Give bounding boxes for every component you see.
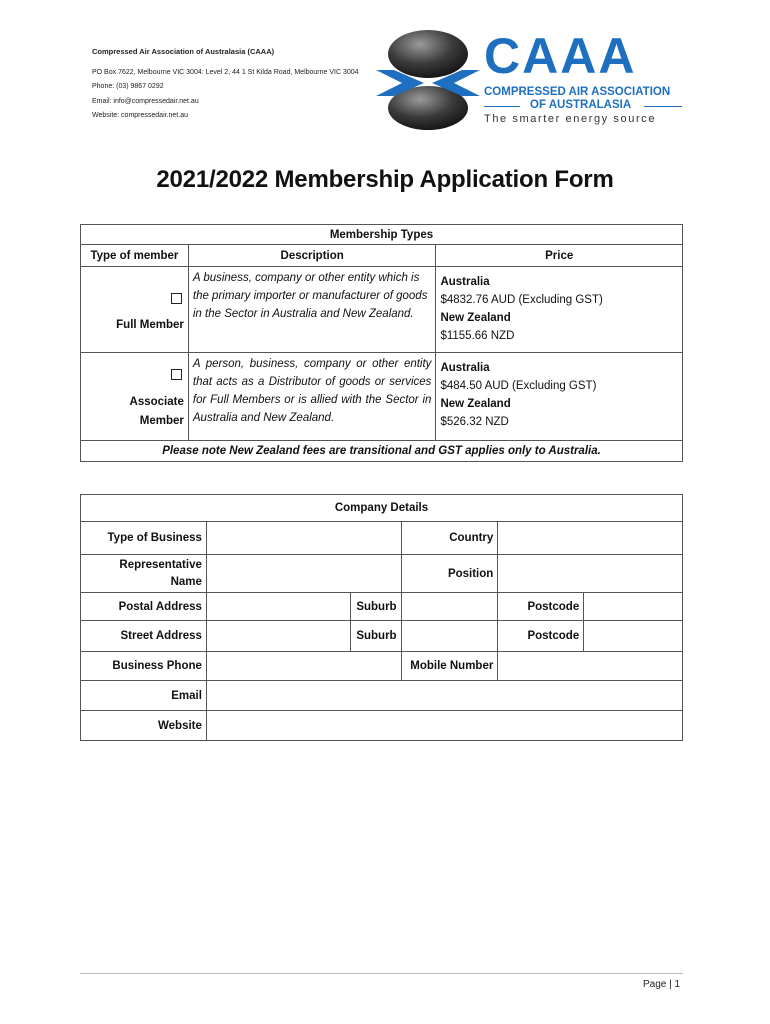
full-member-label: Full Member bbox=[116, 319, 184, 331]
postal-postcode-field[interactable] bbox=[584, 593, 683, 621]
representative-name-label bbox=[81, 555, 207, 593]
footer-rule bbox=[80, 973, 683, 974]
business-phone-label: Business Phone bbox=[81, 652, 207, 681]
assoc-nz-label: New Zealand bbox=[440, 398, 511, 410]
logo-rule-left bbox=[484, 106, 520, 107]
caaa-logo-icon bbox=[372, 28, 484, 132]
col-desc-header: Description bbox=[188, 245, 436, 267]
position-field[interactable] bbox=[498, 555, 683, 593]
membership-types-table bbox=[80, 224, 683, 462]
mobile-number-field[interactable] bbox=[498, 652, 683, 681]
postal-suburb-label: Suburb bbox=[351, 593, 402, 621]
position-label: Position bbox=[402, 555, 498, 593]
assoc-au-label: Australia bbox=[440, 362, 490, 374]
full-member-cell bbox=[81, 267, 189, 353]
street-postcode-label: Postcode bbox=[498, 621, 584, 652]
full-member-description: A business, company or other entity which is the primary importer or manufacturer of goods in the Sector in Australia and New Zealand. bbox=[188, 267, 436, 353]
website-field[interactable] bbox=[206, 711, 682, 741]
org-name: Compressed Air Association of Australasia (CAAA) bbox=[92, 47, 275, 56]
col-price-header: Price bbox=[436, 245, 683, 267]
org-website: Website: compressedair.net.au bbox=[92, 112, 188, 119]
company-section-title: Company Details bbox=[81, 495, 683, 522]
street-address-field[interactable] bbox=[206, 621, 351, 652]
type-of-business-field[interactable] bbox=[206, 522, 402, 555]
full-member-checkbox[interactable] bbox=[171, 293, 182, 304]
page-number: Page | 1 bbox=[643, 979, 681, 990]
associate-member-description: A person, business, company or other entity that acts as a Distributor of goods or services for Full Members or is allied with the Sector in Australia and New Zealand. bbox=[188, 353, 436, 441]
representative-name-label-1: Representative bbox=[119, 558, 202, 571]
postal-suburb-field[interactable] bbox=[402, 593, 498, 621]
business-phone-field[interactable] bbox=[206, 652, 402, 681]
membership-row-full bbox=[81, 267, 683, 353]
full-nz-label: New Zealand bbox=[440, 312, 511, 324]
membership-section-title: Membership Types bbox=[81, 225, 683, 245]
membership-note: Please note New Zealand fees are transitional and GST applies only to Australia. bbox=[81, 441, 683, 462]
logo-tagline: The smarter energy source bbox=[484, 113, 657, 125]
street-suburb-field[interactable] bbox=[402, 621, 498, 652]
street-address-label: Street Address bbox=[81, 621, 207, 652]
associate-member-checkbox[interactable] bbox=[171, 369, 182, 380]
col-type-header: Type of member bbox=[81, 245, 189, 267]
representative-name-field[interactable] bbox=[206, 555, 402, 593]
full-member-price bbox=[436, 267, 683, 353]
page-title: 2021/2022 Membership Application Form bbox=[156, 166, 614, 193]
assoc-nz-price: $526.32 NZD bbox=[440, 416, 509, 428]
postal-postcode-label: Postcode bbox=[498, 593, 584, 621]
logo-line1: COMPRESSED AIR ASSOCIATION bbox=[484, 86, 671, 98]
type-of-business-label: Type of Business bbox=[81, 522, 207, 555]
postal-address-label: Postal Address bbox=[81, 593, 207, 621]
associate-member-label-1: Associate bbox=[129, 396, 184, 408]
representative-name-label-2: Name bbox=[170, 575, 202, 588]
country-field[interactable] bbox=[498, 522, 683, 555]
membership-row-associate bbox=[81, 353, 683, 441]
org-address: PO Box 7622, Melbourne VIC 3004: Level 2, 44 1 St Kilda Road, Melbourne VIC 3004 bbox=[92, 69, 359, 76]
logo-line2: OF AUSTRALASIA bbox=[530, 99, 632, 111]
mobile-number-label: Mobile Number bbox=[402, 652, 498, 681]
email-field[interactable] bbox=[206, 681, 682, 711]
company-details-table bbox=[80, 494, 683, 741]
associate-member-price bbox=[436, 353, 683, 441]
street-suburb-label: Suburb bbox=[351, 621, 402, 652]
country-label: Country bbox=[402, 522, 498, 555]
full-au-price: $4832.76 AUD (Excluding GST) bbox=[440, 294, 603, 306]
logo-rule-right bbox=[644, 106, 682, 107]
street-postcode-field[interactable] bbox=[584, 621, 683, 652]
website-label: Website bbox=[81, 711, 207, 741]
postal-address-field[interactable] bbox=[206, 593, 351, 621]
org-phone: Phone: (03) 9867 0292 bbox=[92, 83, 164, 90]
logo-acronym: CAAA bbox=[484, 28, 637, 84]
org-email: Email: info@compressedair.net.au bbox=[92, 98, 199, 105]
associate-member-label-2: Member bbox=[139, 415, 184, 427]
caaa-logo bbox=[372, 28, 692, 132]
email-label: Email bbox=[81, 681, 207, 711]
assoc-au-price: $484.50 AUD (Excluding GST) bbox=[440, 380, 597, 392]
associate-member-cell bbox=[81, 353, 189, 441]
full-au-label: Australia bbox=[440, 276, 490, 288]
full-nz-price: $1155.66 NZD bbox=[440, 330, 515, 342]
